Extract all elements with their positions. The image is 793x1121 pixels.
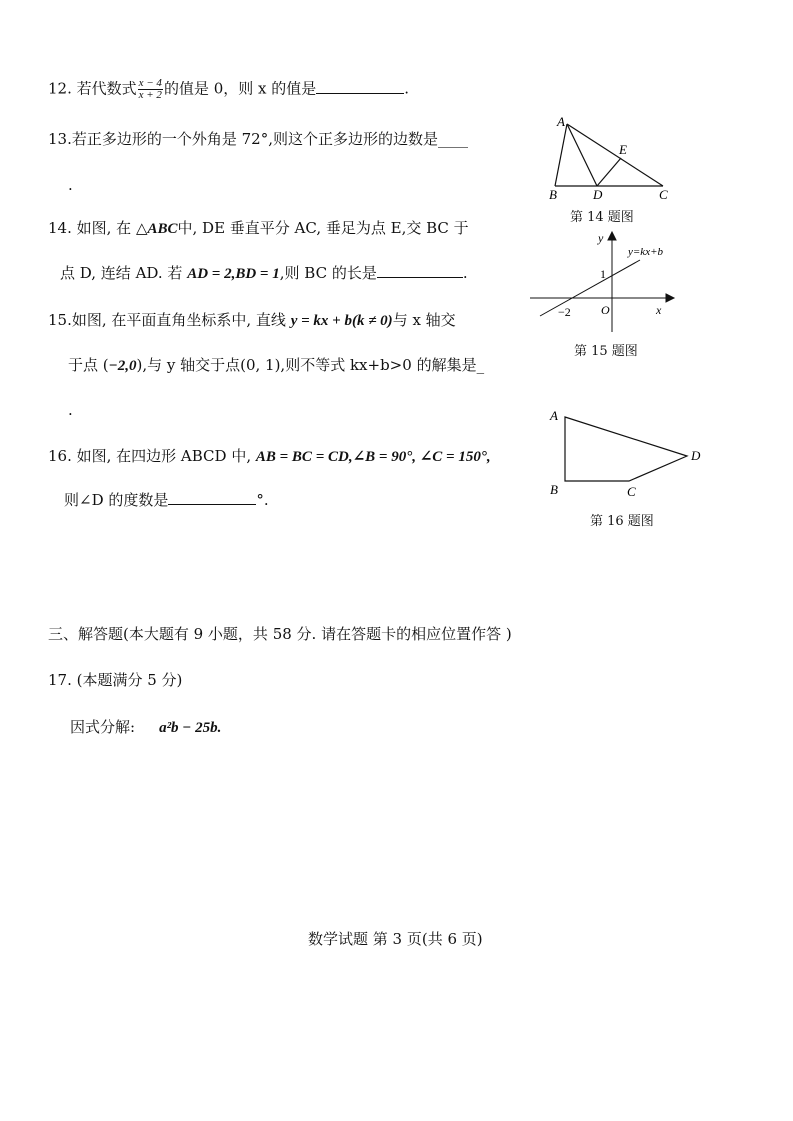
question-13 [48,129,468,149]
fig15-label-o: O [601,303,610,317]
q16-text-b: 则∠D 的度数是 [64,491,169,509]
q13-continuation: . [68,176,73,194]
q17-task-label: 因式分解: [70,718,136,736]
fig14-segment-de [597,158,621,186]
fig14-label-e: E [619,142,627,157]
q14-text-a: 14. 如图, 在 [48,219,136,237]
section-heading: 三、解答题(本大题有 9 小题，共 58 分. 请在答题卡的相应位置作答 ) [48,625,512,643]
fig15-label-x: x [656,303,662,317]
figure-14 [545,112,685,202]
q15-continuation: . [68,401,73,419]
q14-answer-blank[interactable] [377,263,463,278]
fig14-label-a: A [557,114,565,129]
fig16-quadrilateral [565,417,687,481]
q12-end: . [404,79,410,98]
q15-math-line: y = kx + b(k ≠ 0) [290,313,393,329]
fig14-caption: 第 14 题图 [570,210,634,225]
q16-answer-blank[interactable] [168,490,256,505]
q15-text-a: 15.如图, 在平面直角坐标系中, 直线 [48,311,291,329]
q14-text-c: 点 D, 连结 AD. 若 [60,264,188,282]
q15-math-point: −2,0 [108,358,137,374]
fig15-label-one: 1 [600,267,606,281]
figure-16 [545,404,710,499]
fig15-x-arrow [666,294,674,302]
question-15-line-2 [68,355,484,376]
question-12 [48,78,409,101]
fig16-label-b: B [550,482,558,497]
fig16-caption: 第 16 题图 [590,514,654,529]
question-15-line-1 [48,310,456,331]
question-14-line-2 [60,263,468,284]
q14-math-triangle: △ABC [135,221,178,237]
q12-prefix: 12. 若代数式 [48,79,137,98]
question-17-task [70,717,221,738]
fig14-segment-ab [555,124,567,186]
q12-numerator: x − 4 [138,77,162,89]
fig15-label-y: y [598,231,604,245]
page-footer: 数学试题 第 3 页(共 6 页) [308,930,483,948]
fig16-label-d: D [691,448,701,463]
fig16-label-a: A [550,408,558,423]
question-16-line-1 [48,446,491,467]
question-16-line-2 [64,490,269,510]
fig14-label-c: C [659,187,668,202]
fig14-label-b: B [549,187,557,202]
q14-text-b: 中, DE 垂直平分 AC, 垂足为点 E,交 BC 于 [177,219,469,237]
q16-text-a: 16. 如图, 在四边形 ABCD 中, [48,447,256,465]
q16-degree: °. [256,491,269,509]
q12-answer-blank[interactable] [316,79,404,94]
q12-denominator: x + 2 [138,89,162,101]
q17-expression: a²b − 25b. [159,720,222,736]
question-14-line-1 [48,218,469,239]
q14-end: . [462,264,468,282]
question-17-title: 17. (本题满分 5 分) [48,671,183,689]
fig15-caption: 第 15 题图 [574,344,638,359]
q14-math-lengths: AD = 2,BD = 1 [187,266,280,282]
q15-text-c: 于点 ( [68,356,109,374]
q15-text-d: ),与 y 轴交于点(0, 1),则不等式 kx+b>0 的解集是_ [136,356,485,374]
fig16-label-c: C [627,484,636,499]
q16-math-conditions: AB = BC = CD,∠B = 90°, ∠C = 150°, [255,449,491,465]
fig14-label-d: D [593,187,603,202]
q15-text-b: 与 x 轴交 [392,311,456,329]
q14-text-d: ,则 BC 的长是 [279,264,377,282]
q12-fraction [138,78,163,101]
q13-text: 13.若正多边形的一个外角是 72°,则这个正多边形的边数是____ [48,130,468,148]
fig15-y-arrow [608,232,616,240]
fig15-line [540,260,640,316]
figure-15 [528,228,678,338]
fig15-label-neg2: −2 [558,305,571,319]
q12-text: 的值是 0，则 x 的值是 [163,79,317,98]
fig15-label-line: y=kx+b [628,246,663,258]
